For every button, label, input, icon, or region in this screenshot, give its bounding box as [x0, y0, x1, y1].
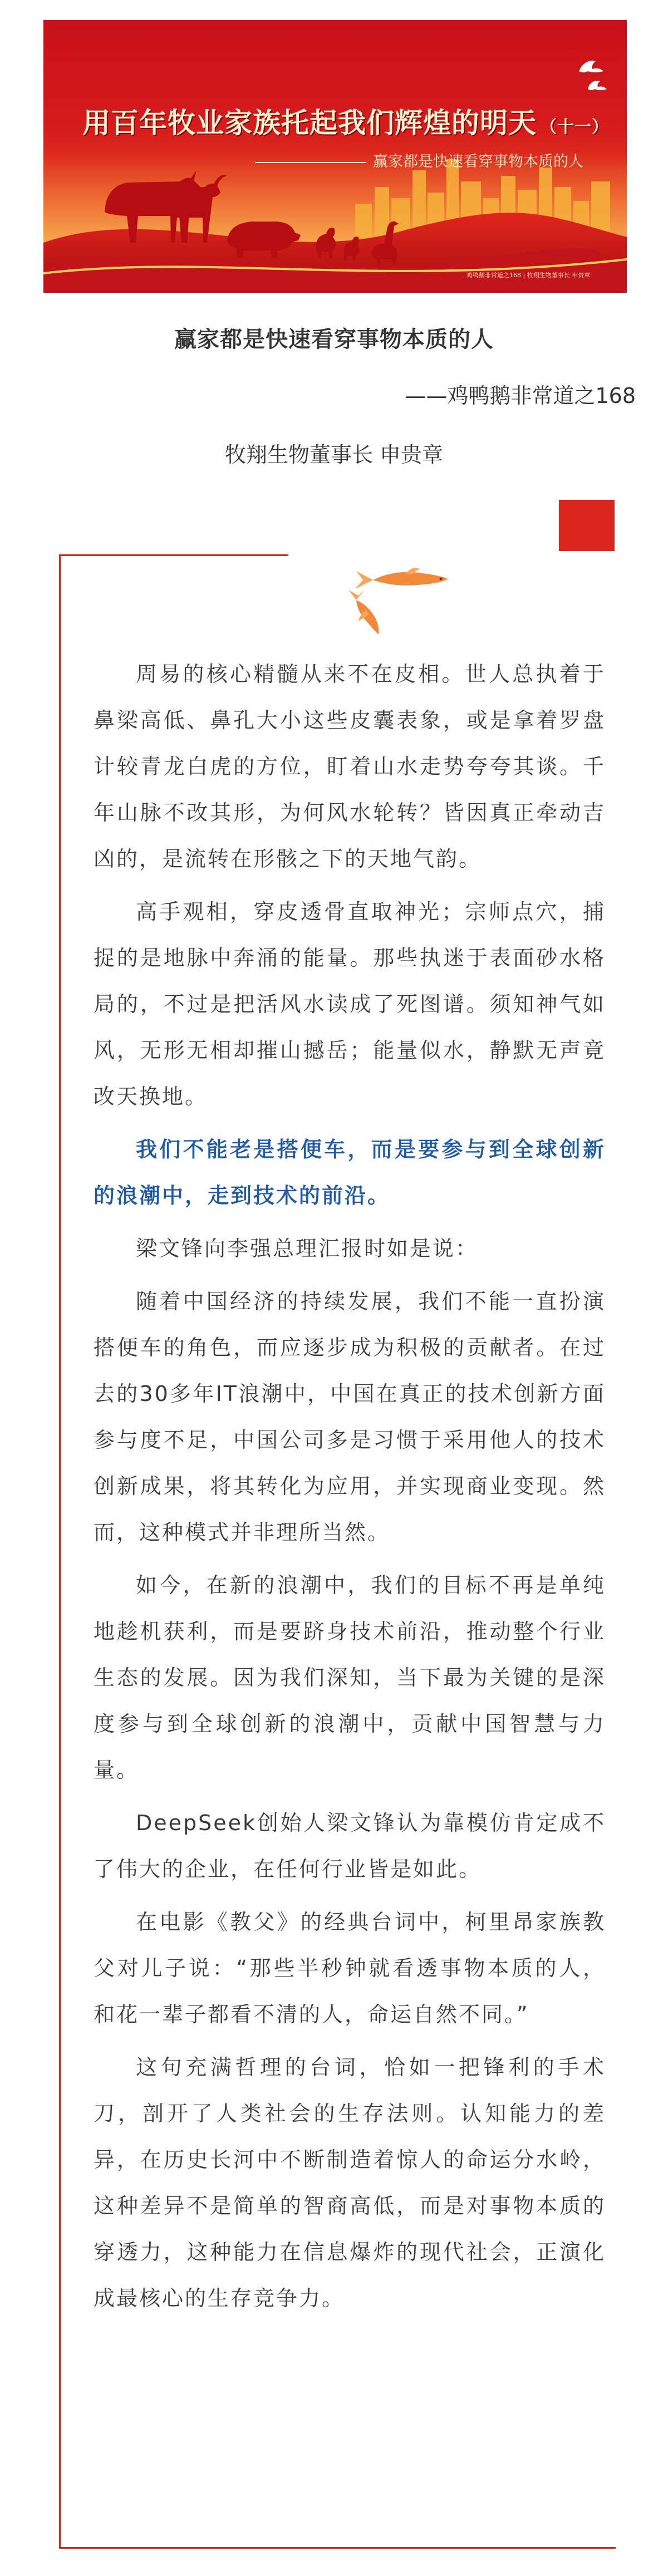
- highlighted-quote: 我们不能老是搭便车，而是要参与到全球创新的浪潮中，走到技术的前沿。: [94, 1137, 606, 1208]
- series-subtitle: ——鸡鸭鹅非常道之168: [405, 384, 636, 408]
- banner-title-text: 用百年牧业家族托起我们辉煌的明天: [82, 107, 537, 139]
- paragraph: 如今，在新的浪潮中，我们的目标不再是单纯地趁机获利，而是要跻身技术前沿，推动整个行业生态的发展。因为我们深知，当下最为关键的是深度参与到全球创新的浪潮中，贡献中国智慧与力量。: [94, 1573, 606, 1782]
- banner-episode: （十一）: [540, 117, 609, 137]
- paragraph: 周易的核心精髓从来不在皮相。世人总执着于鼻梁高低、鼻孔大小这些皮囊表象，或是拿着罗盘计较青龙白虎的方位，盯着山水走势夸夸其谈。千年山脉不改其形，为何风水轮转？皆因真正牵动吉凶的，是流转在形骸之下的天地气韵。: [94, 662, 606, 871]
- banner-credit: 鸡鸭鹅非常道之168 | 牧翔生物董事长 申贵章: [466, 272, 591, 279]
- article-body: [94, 651, 606, 2328]
- paragraph: 在电影《教父》的经典台词中，柯里昂家族教父对儿子说：“那些半秒钟就看透事物本质的人，和花一辈子都看不清的人，命运自然不同。”: [94, 1910, 606, 2027]
- paragraph: 随着中国经济的持续发展，我们不能一直扮演搭便车的角色，而应逐步成为积极的贡献者。在过去的30多年IT浪潮中，中国在真正的技术创新方面参与度不足，中国公司多是习惯于采用他人的技术创新成果，将其转化为应用，并实现商业变现。然而，这种模式并非理所当然。: [94, 1289, 606, 1545]
- header-banner: [43, 20, 627, 293]
- article-title: 赢家都是快速看穿事物本质的人: [174, 327, 494, 352]
- koi-fish-icon: [334, 557, 479, 640]
- paragraph: 梁文锋向李强总理汇报时如是说：: [136, 1236, 479, 1261]
- decorative-red-square: [559, 500, 615, 551]
- banner-dash-line: [255, 162, 366, 163]
- banner-title: [82, 101, 617, 141]
- paragraph: 这句充满哲理的台词，恰如一把锋利的手术刀，剖开了人类社会的生存法则。认知能力的差异，在历史长河中不断制造着惊人的命运分水岭，这种差异不是简单的智商高低，而是对事物本质的穿透力，这种能力在信息爆炸的现代社会，正演化成最核心的生存竞争力。: [94, 2055, 606, 2310]
- frame-bottom-line: [59, 2547, 616, 2549]
- paragraph: 高手观相，穿皮透骨直取神光；宗师点穴，捕捉的是地脉中奔涌的能量。那些执迷于表面砂水格局的，不过是把活风水读成了死图谱。须知神气如风，无形无相却摧山撼岳；能量似水，静默无声竟改天换地。: [94, 899, 606, 1109]
- banner-subtitle: [255, 149, 617, 171]
- frame-left-line: [59, 554, 61, 2548]
- paragraph: DeepSeek创始人梁文锋认为靠模仿肯定成不了伟大的企业，在任何行业皆是如此。: [94, 1811, 606, 1881]
- frame-top-line: [60, 554, 288, 556]
- author-byline: 牧翔生物董事长 申贵章: [224, 443, 444, 467]
- dove-icon: [579, 61, 607, 90]
- banner-subtitle-text: 赢家都是快速看穿事物本质的人: [373, 153, 583, 170]
